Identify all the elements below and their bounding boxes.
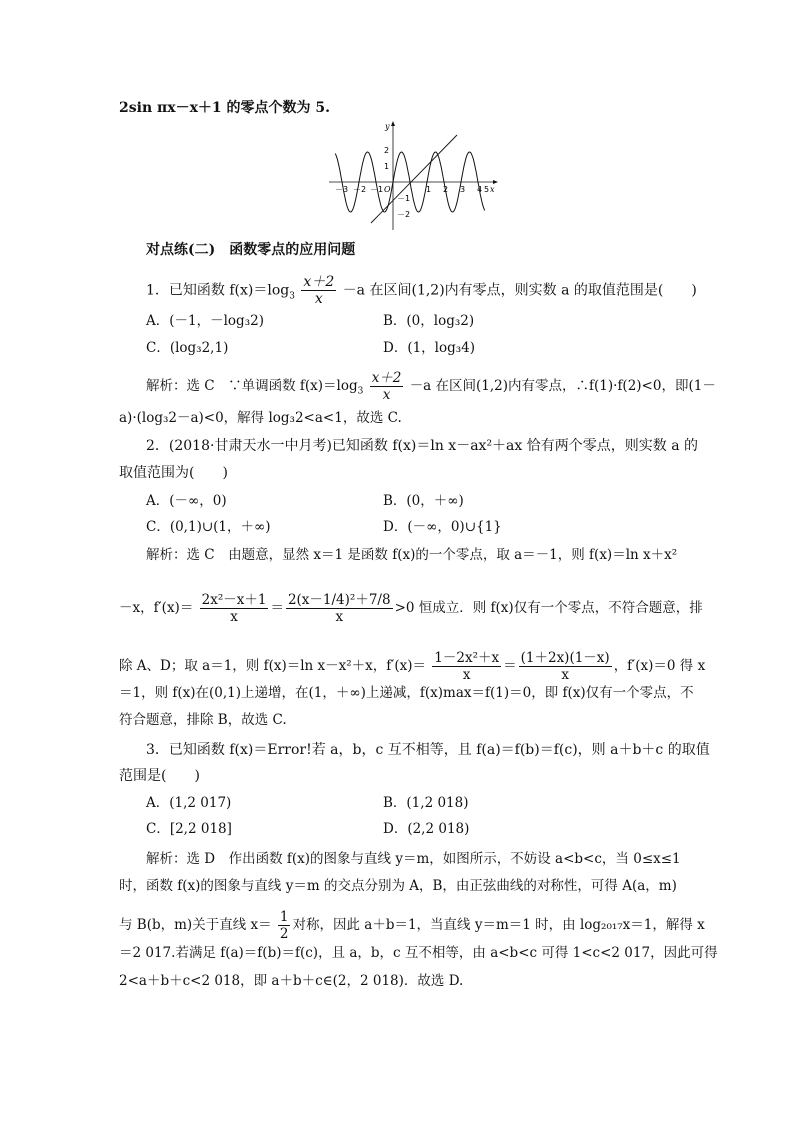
q2-solution-line-2: －x，f′(x)＝ $\frac{\text{2x²－x＋1}}{x}$ ＝ $\frac{\text{2(x－1/4)²＋7/8}}{x}$ >0 恒成立．则 f(x)仅有一个零点，不符合题意，排: [119, 592, 703, 625]
q2-solution-line-1: 解析：选 C 由题意，显然 x＝1 是函数 f(x)的一个零点，取 a＝－1，则 f(x)＝ln x＋x²: [146, 547, 678, 563]
y-tick: －1: [397, 194, 411, 203]
q2-option-b: B．(0，＋∞): [383, 493, 464, 509]
question-3-stem-1: 3．已知函数 f(x)＝Error!若 a，b，c 互不相等，且 f(a)＝f(b)＝f(c)，则 a＋b＋c 的取值: [146, 742, 710, 758]
q2-option-a: A．(－∞，0): [146, 493, 227, 509]
x-axis-label: x: [490, 185, 495, 194]
y-tick: 2: [384, 146, 390, 155]
section-title: 对点练(二) 函数零点的应用问题: [146, 242, 356, 258]
q1-log-base: 3: [289, 291, 295, 302]
q2-option-c: C．(0,1)∪(1，＋∞): [146, 519, 271, 535]
q2-solution-line-5: 符合题意，排除 B，故选 C.: [119, 712, 287, 728]
q1-stem-a: 1．已知函数 f(x)＝log: [146, 282, 290, 299]
q3-solution-line-4: ＝2 017.若满足 f(a)＝f(b)＝f(c)，且 a，b，c 互不相等，由 a<b<c 可得 1<c<2 017，因此可得: [119, 945, 718, 961]
x-tick: －2: [353, 185, 367, 194]
intro-line: 2sin πx－x＋1 的零点个数为 5.: [119, 100, 331, 116]
q3-option-c: C．[2,2 018]: [146, 821, 232, 837]
x-tick: －1: [370, 185, 384, 194]
q3-solution-line-3: 与 B(b，m)关于直线 x＝ $\frac{1}{2}$ 对称，因此 a＋b＝1，当直线 y＝m＝1 时，由 log₂₀₁₇x＝1，解得 x: [119, 909, 705, 942]
q1-solution-line-2: a)·(log₃2－a)<0，解得 log₃2<a<1，故选 C.: [119, 410, 402, 426]
x-tick: 2: [443, 185, 449, 194]
q2-solution-line-3: 除 A、D；取 a＝1，则 f(x)＝ln x－x²＋x，f′(x)＝ $\frac{\text{1－2x²＋x}}{x}$ ＝ $\frac{(1+2x)(1-x)}{x}$ ，f′(x)＝0 得 x: [119, 650, 706, 683]
y-tick: 1: [384, 162, 390, 171]
q3-option-b: B．(1,2 018): [383, 795, 469, 811]
question-2-stem-1: 2．(2018·甘肃天水一中月考)已知函数 f(x)＝ln x－ax²＋ax 恰有两个零点，则实数 a 的: [146, 438, 698, 454]
q3-option-d: D．(2,2 018): [383, 821, 470, 837]
q2-solution-line-4: ＝1，则 f(x)在(0,1)上递增，在(1，＋∞)上递减，f(x)max＝f(1)＝0，即 f(x)仅有一个零点，不: [119, 685, 694, 701]
q1-solution-line-1: 解析：选 C ∵单调函数 $f(x)=\log_3$ $\frac{x+2}{x}$ －a 在区间(1,2)内有零点，∴f(1)·f(2)<0，即(1－: [146, 370, 716, 403]
q1-option-d: D．(1，log₃4): [383, 340, 476, 356]
question-2-stem-2: 取值范围为( ): [119, 465, 228, 481]
x-tick: 1: [426, 185, 432, 194]
q1-fraction: $\frac{x+2}{x}$: [303, 274, 335, 307]
q1-stem-b: －a 在区间(1,2)内有零点，则实数 a 的取值范围是( ): [342, 282, 697, 299]
q2-option-d: D．(－∞，0)∪{1}: [383, 519, 502, 535]
q1-option-c: C．(log₃2,1): [146, 340, 229, 356]
question-1-stem: [146, 274, 697, 307]
origin-label: O: [384, 185, 391, 194]
q3-solution-line-1: 解析：选 D 作出函数 f(x)的图象与直线 y＝m，如图所示，不妨设 a<b<c，当 0≤x≤1: [146, 851, 681, 867]
y-tick: －2: [397, 210, 411, 219]
q3-solution-line-2: 时，函数 f(x)的图象与直线 y＝m 的交点分别为 A，B，由正弦曲线的对称性，可得 A(a，m): [119, 878, 677, 894]
q1-option-a: A．(－1，－log₃2): [146, 313, 264, 329]
y-axis-label: y: [385, 122, 390, 131]
question-3-stem-2: 范围是( ): [119, 768, 200, 784]
x-tick: －3: [335, 185, 349, 194]
q3-solution-line-5: 2<a＋b＋c<2 018，即 a＋b＋c∈(2，2 018)．故选 D.: [119, 973, 464, 989]
x-tick: 4: [477, 185, 483, 194]
y-axis-arrow: [391, 121, 395, 126]
q3-option-a: A．(1,2 017): [146, 795, 232, 811]
q1-solution-fraction: $\frac{x+2}{x}$: [371, 370, 402, 403]
x-tick: 3: [460, 185, 466, 194]
x-tick: 5: [484, 185, 490, 194]
q1-option-b: B．(0，log₃2): [383, 313, 475, 329]
sine-line-graph: [327, 120, 499, 232]
x-axis-arrow: [493, 180, 498, 184]
